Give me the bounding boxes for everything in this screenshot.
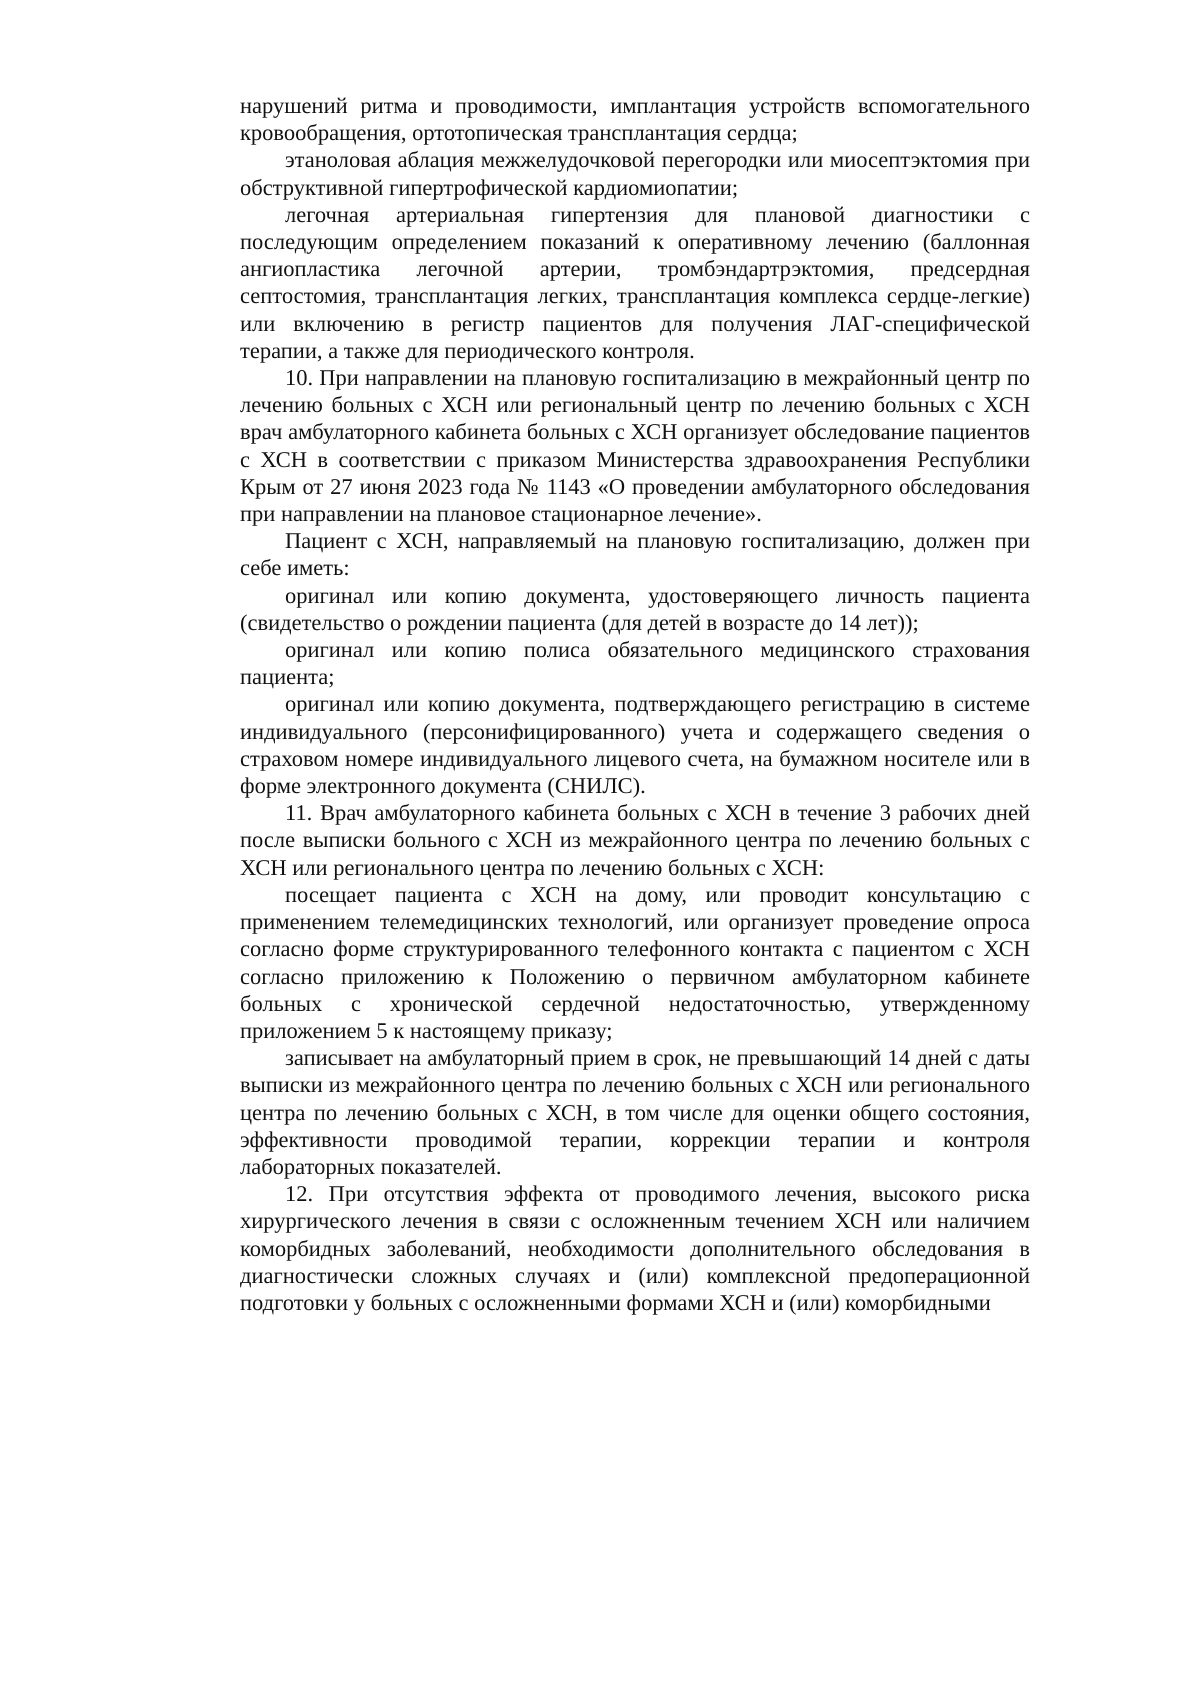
paragraph-5: Пациент с ХСН, направляемый на плановую госпитализацию, должен при себе иметь: xyxy=(240,528,1030,581)
paragraph-6: оригинал или копию документа, удостоверяющего личность пациента (свидетельство о рождении пациента (для детей в возрасте до 14 лет)); xyxy=(240,582,1030,635)
paragraph-11: записывает на амбулаторный прием в срок, не превышающий 14 дней с даты выписки из межрайонного центра по лечению больных с ХСН или регионального центра по лечению больных с ХСН, в том числе для оценки общего состояния, эффективности проводимой терапии, коррекции терапии и контроля лабораторных показателей. xyxy=(240,1045,1030,1179)
paragraph-10: посещает пациента с ХСН на дому, или проводит консультацию с применением телемедицинских технологий, или организует проведение опроса согласно форме структурированного телефонного контакта с пациентом с ХСН согласно приложению к Положению о первичном амбулаторном кабинете больных с хронической сердечной недостаточностью, утвержденному приложением 5 к настоящему приказу; xyxy=(240,881,1030,1043)
document-body xyxy=(240,92,1030,1316)
paragraph-1: нарушений ритма и проводимости, имплантация устройств вспомогательного кровообращения, ортотопическая трансплантация сердца; xyxy=(240,93,1030,146)
paragraph-9: 11. Врач амбулаторного кабинета больных с ХСН в течение 3 рабочих дней после выписки больного с ХСН из межрайонного центра по лечению больных с ХСН или регионального центра по лечению больных с ХСН: xyxy=(240,800,1030,880)
paragraph-8: оригинал или копию документа, подтверждающего регистрацию в системе индивидуального (персонифицированного) учета и содержащего сведения о страховом номере индивидуального лицевого счета, на бумажном носителе или в форме электронного документа (СНИЛС). xyxy=(240,691,1030,799)
paragraph-4: 10. При направлении на плановую госпитализацию в межрайонный центр по лечению больных с ХСН или региональный центр по лечению больных с ХСН врач амбулаторного кабинета больных с ХСН организует обследование пациентов с ХСН в соответствии с приказом Министерства здравоохранения Республики Крым от 27 июня 2023 года № 1143 «О проведении амбулаторного обследования при направлении на плановое стационарное лечение». xyxy=(240,365,1030,527)
paragraph-2: этаноловая аблация межжелудочковой перегородки или миосептэктомия при обструктивной гипертрофической кардиомиопатии; xyxy=(240,147,1030,200)
paragraph-12: 12. При отсутствия эффекта от проводимого лечения, высокого риска хирургического лечения в связи с осложненным течением ХСН или наличием коморбидных заболеваний, необходимости дополнительного обследования в диагностически сложных случаях и (или) комплексной предоперационной подготовки у больных с осложненными формами ХСН и (или) коморбидными xyxy=(240,1181,1030,1315)
paragraph-3: легочная артериальная гипертензия для плановой диагностики с последующим определением показаний к оперативному лечению (баллонная ангиопластика легочной артерии, тромбэндартрэктомия, предсердная септостомия, трансплантация легких, трансплантация комплекса сердце-легкие) или включению в регистр пациентов для получения ЛАГ-специфической терапии, а также для периодического контроля. xyxy=(240,201,1030,363)
paragraph-7: оригинал или копию полиса обязательного медицинского страхования пациента; xyxy=(240,637,1030,690)
